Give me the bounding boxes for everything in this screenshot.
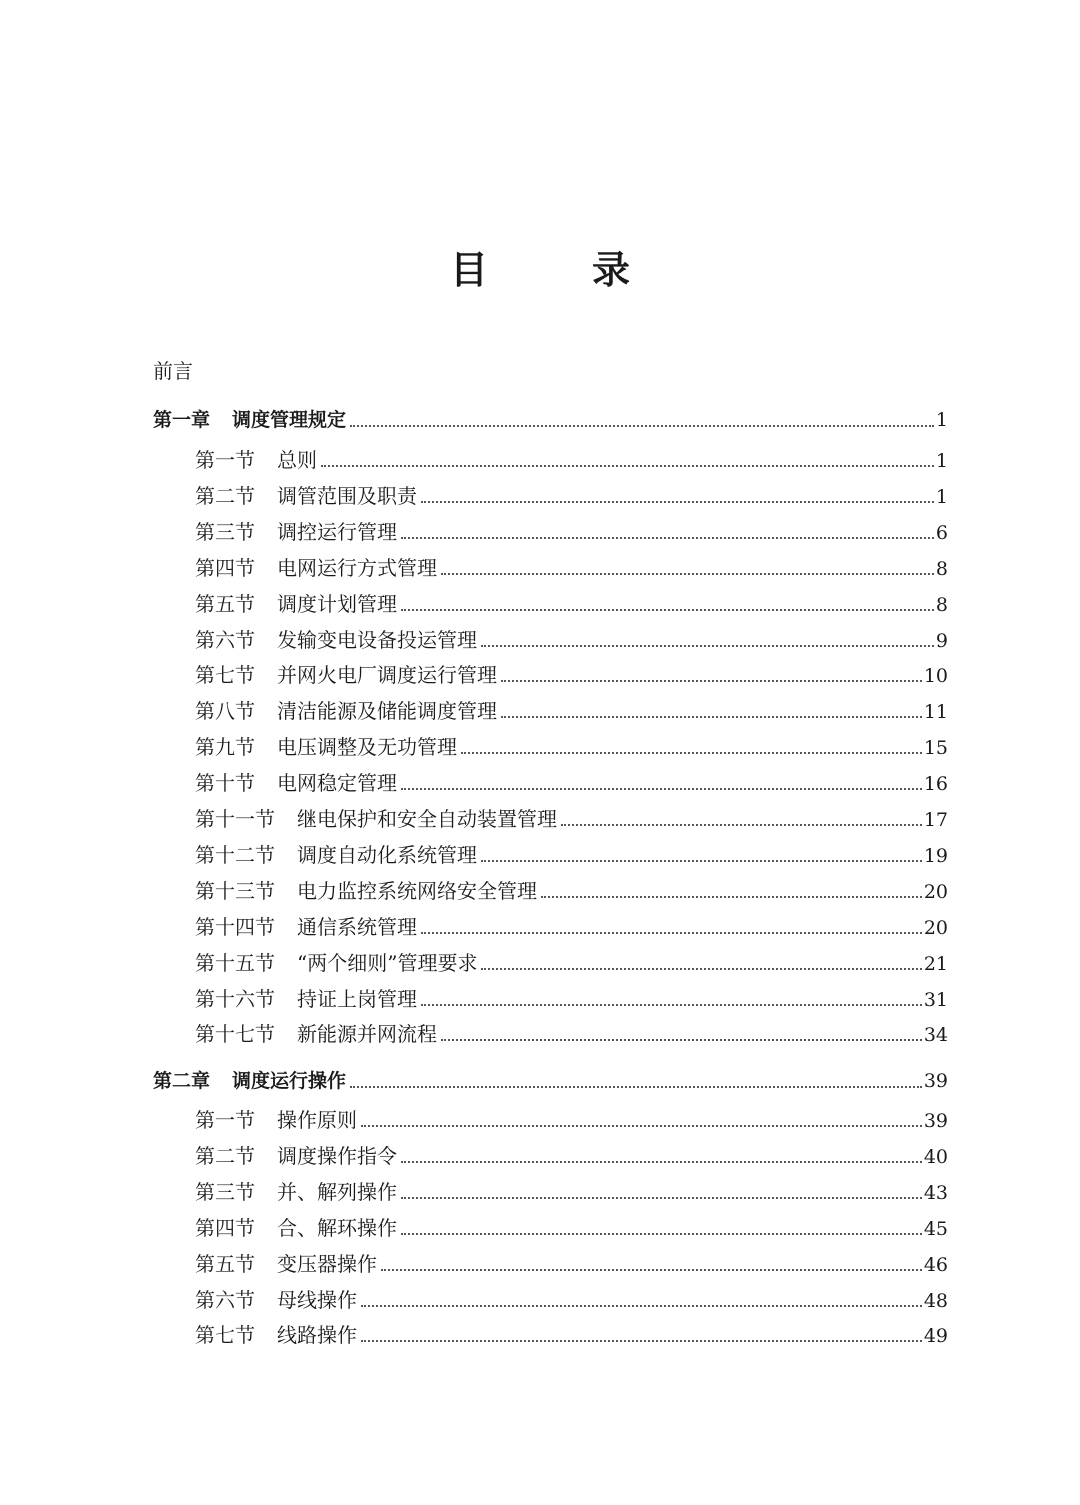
section-title: “两个细则”管理要求	[297, 951, 478, 975]
page-number: 1	[935, 486, 948, 508]
toc-section[interactable]	[195, 984, 948, 1014]
dot-leader	[401, 788, 922, 790]
section-number: 第一节	[195, 1108, 255, 1132]
toc-section[interactable]	[195, 732, 948, 762]
section-title: 母线操作	[277, 1288, 357, 1312]
section-number: 第十六节	[195, 987, 275, 1011]
dot-leader	[401, 609, 934, 611]
toc-section[interactable]	[195, 1177, 948, 1207]
toc-section[interactable]	[195, 840, 948, 870]
toc-section[interactable]	[195, 804, 948, 834]
section-number: 第七节	[195, 663, 255, 687]
section-title: 清洁能源及储能调度管理	[277, 699, 497, 723]
page-number: 34	[923, 1024, 948, 1046]
chapter-title: 调度运行操作	[232, 1070, 347, 1092]
toc-section[interactable]	[195, 1213, 948, 1243]
section-title: 继电保护和安全自动装置管理	[297, 807, 557, 831]
section-title: 电网运行方式管理	[277, 556, 437, 580]
dot-leader	[501, 716, 922, 718]
dot-leader	[481, 968, 921, 970]
page-number: 16	[923, 773, 948, 795]
section-title: 发输变电设备投运管理	[277, 628, 477, 652]
toc-chapter-2[interactable]	[153, 1066, 948, 1096]
section-number: 第六节	[195, 628, 255, 652]
section-title: 调度计划管理	[277, 592, 397, 616]
toc-section[interactable]	[195, 1019, 948, 1049]
page-number: 39	[923, 1110, 948, 1132]
page-number: 20	[923, 881, 948, 903]
page-number: 11	[923, 701, 948, 723]
page-number: 20	[923, 917, 948, 939]
dot-leader	[381, 1269, 922, 1271]
page-number: 1	[935, 409, 948, 431]
section-number: 第四节	[195, 1216, 255, 1240]
section-number: 第二节	[195, 1144, 255, 1168]
dot-leader	[361, 1125, 922, 1127]
toc-chapter-1[interactable]	[153, 405, 948, 435]
page-number: 21	[923, 953, 948, 975]
dot-leader	[401, 1233, 922, 1235]
section-number: 第十三节	[195, 879, 275, 903]
page-number: 19	[923, 845, 948, 867]
dot-leader	[401, 537, 934, 539]
toc-preface[interactable]: 前言	[153, 359, 193, 383]
dot-leader	[350, 1086, 922, 1088]
section-title: 变压器操作	[277, 1252, 377, 1276]
page-number: 31	[923, 989, 948, 1011]
section-title: 操作原则	[277, 1108, 357, 1132]
section-title: 电网稳定管理	[277, 771, 397, 795]
toc-section[interactable]	[195, 696, 948, 726]
dot-leader	[401, 1197, 922, 1199]
dot-leader	[361, 1305, 922, 1307]
toc-section[interactable]	[195, 589, 948, 619]
page-number: 43	[923, 1182, 948, 1204]
section-title: 持证上岗管理	[297, 987, 417, 1011]
section-number: 第五节	[195, 1252, 255, 1276]
page-number: 8	[935, 558, 948, 580]
section-number: 第十一节	[195, 807, 275, 831]
toc-section[interactable]	[195, 768, 948, 798]
section-title: 线路操作	[277, 1323, 357, 1347]
section-number: 第二节	[195, 484, 255, 508]
chapter-number: 第二章	[153, 1070, 211, 1092]
dot-leader	[401, 1161, 922, 1163]
section-number: 第九节	[195, 735, 255, 759]
toc-section[interactable]	[195, 1320, 948, 1350]
toc-section[interactable]	[195, 660, 948, 690]
toc-section[interactable]	[195, 481, 948, 511]
dot-leader	[361, 1340, 922, 1342]
section-number: 第七节	[195, 1323, 255, 1347]
section-title: 调度自动化系统管理	[297, 843, 477, 867]
section-title: 并网火电厂调度运行管理	[277, 663, 497, 687]
toc-section[interactable]	[195, 517, 948, 547]
page-title-char-2: 录	[592, 248, 631, 292]
section-title: 电力监控系统网络安全管理	[297, 879, 537, 903]
toc-section[interactable]	[195, 912, 948, 942]
page-number: 49	[923, 1325, 948, 1347]
section-title: 新能源并网流程	[297, 1022, 437, 1046]
dot-leader	[561, 824, 922, 826]
toc-section[interactable]	[195, 553, 948, 583]
section-number: 第十节	[195, 771, 255, 795]
toc-section[interactable]	[195, 1285, 948, 1315]
section-title: 调控运行管理	[277, 520, 397, 544]
section-number: 第一节	[195, 448, 255, 472]
dot-leader	[441, 1039, 922, 1041]
dot-leader	[421, 932, 922, 934]
page-number: 48	[923, 1290, 948, 1312]
section-title: 并、解列操作	[277, 1180, 397, 1204]
toc-section[interactable]	[195, 445, 948, 475]
section-number: 第三节	[195, 520, 255, 544]
page-number: 40	[923, 1146, 948, 1168]
dot-leader	[481, 645, 934, 647]
section-number: 第十二节	[195, 843, 275, 867]
section-number: 第五节	[195, 592, 255, 616]
dot-leader	[421, 1004, 922, 1006]
dot-leader	[350, 425, 934, 427]
dot-leader	[541, 896, 922, 898]
chapter-number: 第一章	[153, 409, 211, 431]
page-number: 9	[935, 630, 948, 652]
section-title: 通信系统管理	[297, 915, 417, 939]
section-title: 调度操作指令	[277, 1144, 397, 1168]
page-title-char-1: 目	[449, 248, 488, 292]
page-number: 46	[923, 1254, 948, 1276]
section-title: 调管范围及职责	[277, 484, 417, 508]
page-number: 1	[935, 450, 948, 472]
page-number: 39	[923, 1070, 948, 1092]
section-title: 电压调整及无功管理	[277, 735, 457, 759]
toc-section[interactable]	[195, 948, 948, 978]
dot-leader	[461, 752, 922, 754]
section-number: 第十四节	[195, 915, 275, 939]
section-number: 第八节	[195, 699, 255, 723]
toc-section[interactable]	[195, 1105, 948, 1135]
page-number: 15	[923, 737, 948, 759]
section-number: 第十七节	[195, 1022, 275, 1046]
section-number: 第十五节	[195, 951, 275, 975]
page-number: 6	[935, 522, 948, 544]
page-number: 8	[935, 594, 948, 616]
dot-leader	[501, 680, 922, 682]
section-number: 第六节	[195, 1288, 255, 1312]
section-title: 合、解环操作	[277, 1216, 397, 1240]
dot-leader	[321, 465, 934, 467]
toc-section[interactable]	[195, 876, 948, 906]
toc-section[interactable]	[195, 1249, 948, 1279]
toc-section[interactable]	[195, 625, 948, 655]
section-number: 第四节	[195, 556, 255, 580]
section-number: 第三节	[195, 1180, 255, 1204]
page-number: 17	[923, 809, 948, 831]
section-title: 总则	[277, 448, 317, 472]
chapter-title: 调度管理规定	[232, 409, 347, 431]
page-number: 10	[923, 665, 948, 687]
dot-leader	[421, 501, 934, 503]
toc-section[interactable]	[195, 1141, 948, 1171]
dot-leader	[441, 573, 934, 575]
dot-leader	[481, 860, 922, 862]
page-title	[0, 243, 1080, 297]
page-number: 45	[923, 1218, 948, 1240]
